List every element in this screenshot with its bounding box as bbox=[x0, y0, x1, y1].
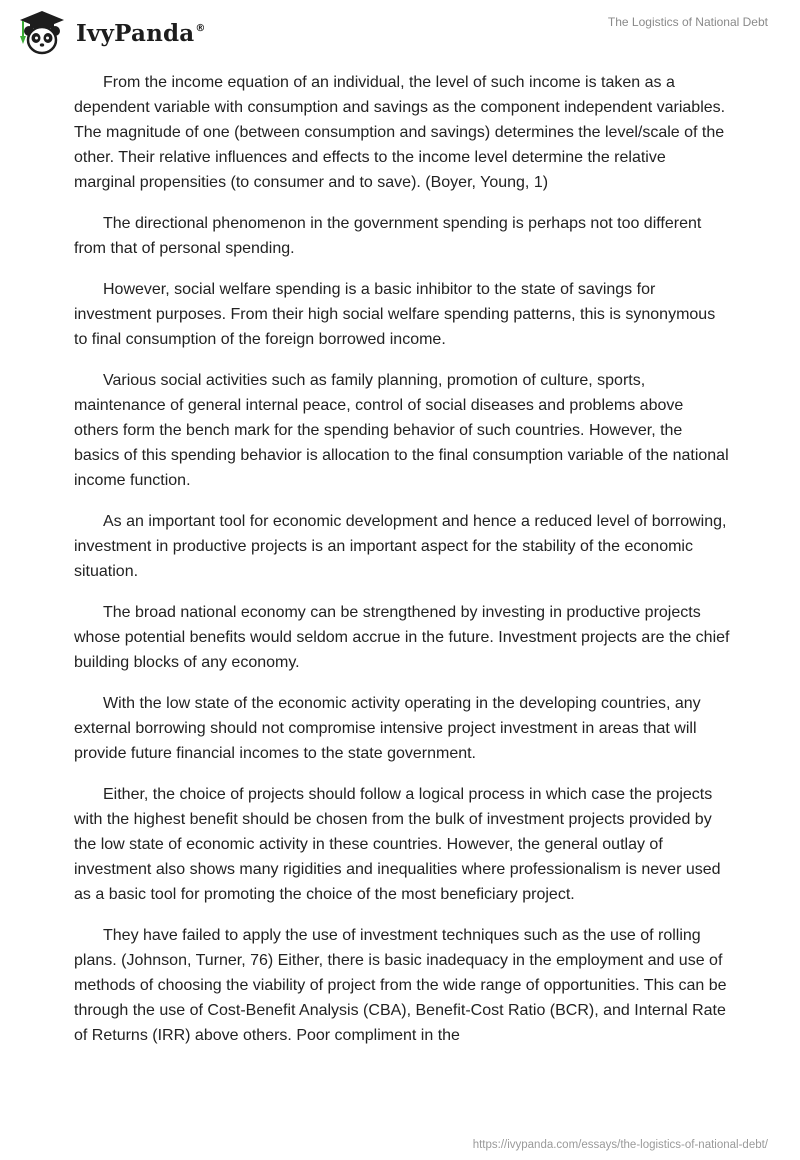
paragraph: The broad national economy can be strengthened by investing in productive projects whose potential benefits would seldom accrue in the future. Investment projects are the chief building blocks of any economy. bbox=[74, 604, 730, 671]
paragraph: Various social activities such as family planning, promotion of culture, sports, maintenance of general internal peace, control of social diseases and problems above others form the bench mark for the spending behavior of such countries. However, the basics of this spending behavior is allocation to the final consumption variable of the national income function. bbox=[74, 372, 729, 489]
document-title: The Logistics of National Debt bbox=[607, 15, 768, 29]
paragraph: Either, the choice of projects should follow a logical process in which case the projects with the highest benefit should be chosen from the bulk of investment projects provided by the low state of economic activity in these countries. However, the general outlay of investment also shows many rigidities and inequalities where professionalism is never used as a basic tool for promoting the choice of the most beneficiary project. bbox=[74, 786, 721, 903]
paragraph: The directional phenomenon in the government spending is perhaps not too different from that of personal spending. bbox=[74, 215, 702, 257]
paragraph: They have failed to apply the use of investment techniques such as the use of rolling plans. (Johnson, Turner, 76) Either, there is basic inadequacy in the employment and use of methods of choosing the viability of project from the wide range of opportunities. This can be through the use of Cost-Benefit Analysis (CBA), Benefit-Cost Ratio (BCR), and Internal Rate of Returns (IRR) above others. Poor compliment in the bbox=[74, 927, 727, 1044]
paragraph: As an important tool for economic development and hence a reduced level of borrowing, investment in productive projects is an important aspect for the stability of the economic situation. bbox=[74, 513, 727, 580]
page-header bbox=[0, 0, 800, 64]
paragraph: With the low state of the economic activity operating in the developing countries, any external borrowing should not compromise intensive project investment in areas that will provide future financial incomes to the state government. bbox=[74, 695, 701, 762]
panda-graduate-icon bbox=[14, 7, 72, 57]
ivypanda-logo[interactable] bbox=[14, 7, 206, 57]
essay-body bbox=[74, 70, 730, 1064]
logo-text: IvyPanda® bbox=[76, 19, 206, 47]
paragraph: From the income equation of an individual, the level of such income is taken as a dependent variable with consumption and savings as the component independent variables. The magnitude of one (between consumption and savings) determines the level/scale of the other. Their relative influences and effects to the income level determine the relative marginal propensities (to consumer and to save). (Boyer, Young, 1) bbox=[74, 74, 726, 191]
paragraph: However, social welfare spending is a basic inhibitor to the state of savings for investment purposes. From their high social welfare spending patterns, this is synonymous to final consumption of the foreign borrowed income. bbox=[74, 281, 716, 348]
source-url[interactable]: https://ivypanda.com/essays/the-logistics-of-national-debt/ bbox=[472, 1139, 768, 1151]
